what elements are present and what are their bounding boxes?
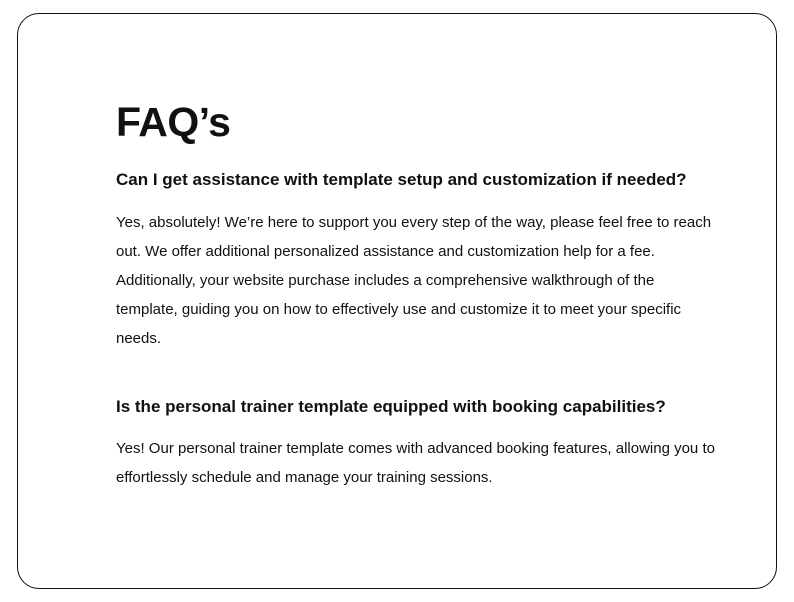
faq-content bbox=[116, 98, 716, 492]
faq-item bbox=[116, 395, 716, 492]
faq-question: Is the personal trainer template equipped with booking capabilities? bbox=[116, 397, 666, 416]
faq-question: Can I get assistance with template setup and customization if needed? bbox=[116, 170, 687, 189]
faq-answer: Yes, absolutely! We’re here to support you every step of the way, please feel free to reach out. We offer additional personalized assistance and customization help for a fee. Additionally, your website purchase includes a comprehensive walkthrough of the template, guiding you on how to effectively use and customize it to meet your specific needs. bbox=[116, 214, 712, 347]
page-title: FAQ’s bbox=[116, 99, 231, 145]
faq-card bbox=[17, 13, 777, 589]
faq-answer: Yes! Our personal trainer template comes with advanced booking features, allowing you to effortlessly schedule and manage your training sessions. bbox=[116, 440, 715, 486]
faq-item bbox=[116, 168, 716, 353]
